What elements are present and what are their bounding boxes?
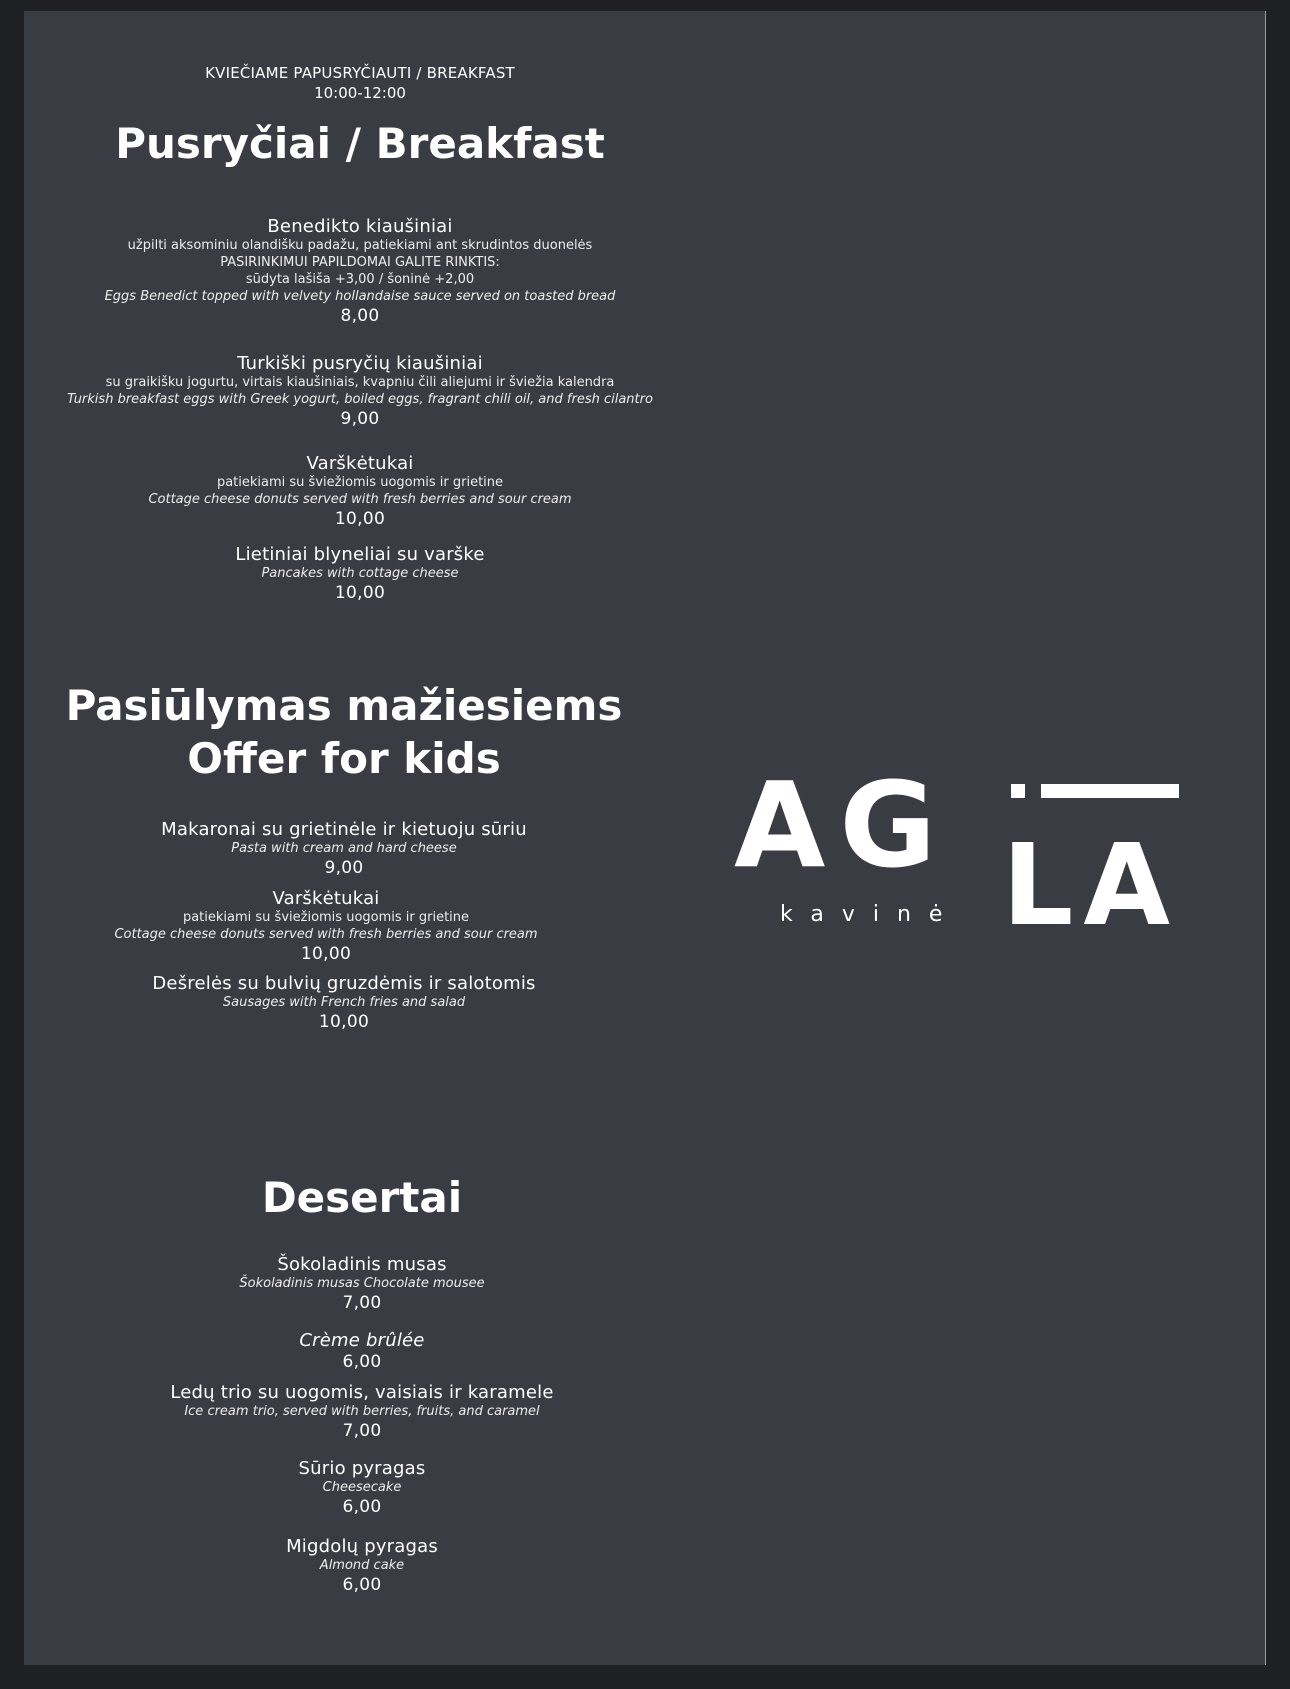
breakfast-section xyxy=(24,64,696,102)
breakfast-item-benedict xyxy=(24,216,696,327)
item-description-en: Ice cream trio, served with berries, fruits, and caramel xyxy=(184,1404,540,1419)
item-price: 10,00 xyxy=(334,583,386,603)
item-description: užpilti aksominiu olandišku padažu, patiekiami ant skrudintos duonelės xyxy=(127,238,593,253)
menu-page xyxy=(24,11,1266,1665)
dessert-item-creme-brulee xyxy=(24,1330,700,1373)
kids-title-en: Offer for kids xyxy=(187,734,501,783)
item-description-en: Pancakes with cottage cheese xyxy=(261,566,459,581)
item-description-en: Šokoladinis musas Chocolate mousee xyxy=(239,1276,485,1291)
item-name: Lietiniai blyneliai su varške xyxy=(235,544,485,565)
breakfast-item-varsketukai xyxy=(24,453,696,530)
agla-logo xyxy=(734,766,1194,936)
item-description-en: Cheesecake xyxy=(322,1480,402,1495)
dessert-item-almond-cake xyxy=(24,1536,700,1596)
dessert-item-cheesecake xyxy=(24,1458,700,1518)
item-description: patiekiami su šviežiomis uogomis ir grietine xyxy=(182,910,470,925)
item-description-en: Eggs Benedict topped with velvety hollandaise sauce served on toasted bread xyxy=(104,289,616,304)
breakfast-item-turkish xyxy=(24,353,696,430)
item-name: Varškėtukai xyxy=(306,453,414,474)
item-description-en: Almond cake xyxy=(319,1558,405,1573)
item-price: 10,00 xyxy=(318,1012,370,1032)
logo-letters-right: LA xyxy=(1002,821,1181,936)
logo-subtitle: kavinė xyxy=(780,902,961,927)
item-name: Makaronai su grietinėle ir kietuoju sūriu xyxy=(161,819,527,840)
breakfast-hours: 10:00-12:00 xyxy=(314,84,406,102)
breakfast-item-pancakes xyxy=(24,544,696,604)
kids-title xyxy=(24,679,664,785)
item-description: su graikišku jogurtu, virtais kiaušiniais, kvapniu čili aliejumi ir šviežia kalendra xyxy=(105,375,615,390)
item-name: Ledų trio su uogomis, vaisiais ir karamele xyxy=(170,1382,554,1403)
item-description: patiekiami su šviežiomis uogomis ir grietine xyxy=(216,475,504,490)
item-price: 7,00 xyxy=(342,1293,382,1313)
breakfast-intro: KVIEČIAME PAPUSRYČIAUTI / BREAKFAST xyxy=(205,64,515,82)
item-name: Sūrio pyragas xyxy=(298,1458,426,1479)
logo-letters-left: AG xyxy=(734,766,951,894)
item-price: 6,00 xyxy=(342,1497,382,1517)
kids-item-varsketukai xyxy=(24,888,628,965)
breakfast-title: Pusryčiai / Breakfast xyxy=(115,119,605,168)
logo-dot xyxy=(1011,784,1025,798)
item-name: Varškėtukai xyxy=(272,888,380,909)
item-price: 7,00 xyxy=(342,1421,382,1441)
item-name: Turkiški pusryčių kiaušiniai xyxy=(237,353,483,374)
logo-bar xyxy=(1041,784,1179,798)
item-description-en: Cottage cheese donuts served with fresh berries and sour cream xyxy=(114,927,538,942)
item-name: Šokoladinis musas xyxy=(277,1254,447,1275)
item-price: 9,00 xyxy=(324,858,364,878)
item-name: Dešrelės su bulvių gruzdėmis ir salotomis xyxy=(152,973,536,994)
dessert-item-chocolate xyxy=(24,1254,700,1314)
item-price: 9,00 xyxy=(340,409,380,429)
item-name: Migdolų pyragas xyxy=(286,1536,438,1557)
item-price: 10,00 xyxy=(334,509,386,529)
item-description-en: Cottage cheese donuts served with fresh berries and sour cream xyxy=(148,492,572,507)
item-price: 10,00 xyxy=(300,944,352,964)
item-price: 6,00 xyxy=(342,1352,382,1372)
item-name: Benedikto kiaušiniai xyxy=(267,216,453,237)
item-name: Crème brûlée xyxy=(299,1330,425,1351)
item-price: 6,00 xyxy=(342,1575,382,1595)
kids-item-sausages xyxy=(24,973,664,1033)
desserts-title: Desertai xyxy=(261,1173,463,1222)
kids-item-pasta xyxy=(24,819,664,879)
item-price: 8,00 xyxy=(340,306,380,326)
dessert-item-ice-cream xyxy=(24,1382,700,1442)
kids-title-lt: Pasiūlymas mažiesiems xyxy=(65,681,623,730)
item-description-en: Sausages with French fries and salad xyxy=(222,995,466,1010)
item-description-en: Pasta with cream and hard cheese xyxy=(231,841,457,856)
item-extras-heading: PASIRINKIMUI PAPILDOMAI GALITE RINKTIS: xyxy=(220,255,500,270)
item-description-en: Turkish breakfast eggs with Greek yogurt, boiled eggs, fragrant chili oil, and fresh cilantro xyxy=(67,392,653,407)
item-extras: sūdyta lašiša +3,00 / šoninė +2,00 xyxy=(245,272,475,287)
